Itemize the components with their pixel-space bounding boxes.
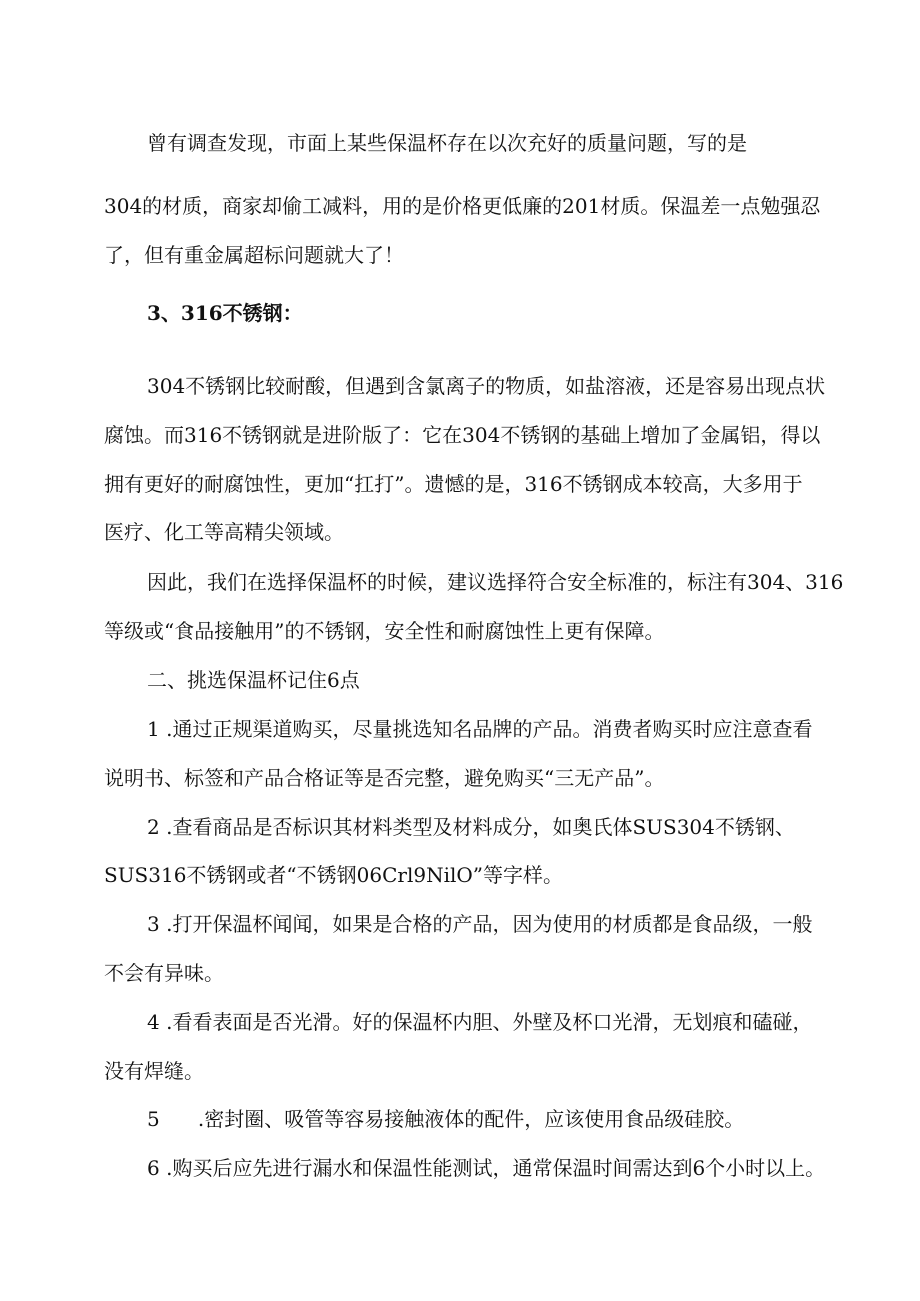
paragraph-survey-line-3: 了，但有重金属超标问题就大了！ [104,243,404,267]
tip-2-line-1: 2 .查看商品是否标识其材料类型及材料成分，如奥氏体SUS304不锈钢、 [147,815,795,839]
tip-3-line-2: 不会有异味。 [104,961,224,985]
paragraph-survey-line-1: 曾有调查发现，市面上某些保温杯存在以次充好的质量问题，写的是 [147,131,747,155]
tip-6-line-1: 6 .购买后应先进行漏水和保温性能测试，通常保温时间需达到6个小时以上。 [147,1156,826,1180]
tip-5-line-1: 5 .密封圈、吸管等容易接触液体的配件，应该使用食品级硅胶。 [147,1107,745,1131]
tip-1-line-1: 1 .通过正规渠道购买，尽量挑选知名品牌的产品。消费者购买时应注意查看 [147,717,813,741]
paragraph-conclusion-line-2: 等级或“食品接触用”的不锈钢，安全性和耐腐蚀性上更有保障。 [104,619,665,643]
paragraph-316-line-4: 医疗、化工等高精尖领域。 [104,520,344,544]
tip-1-line-2: 说明书、标签和产品合格证等是否完整，避免购买“三无产品”。 [104,766,665,790]
tip-3-line-1: 3 .打开保温杯闻闻，如果是合格的产品，因为使用的材质都是食品级，一般 [147,912,813,936]
paragraph-316-line-1: 304不锈钢比较耐酸，但遇到含氯离子的物质，如盐溶液，还是容易出现点状 [147,374,826,398]
heading-316-stainless: 3、316不锈钢： [147,301,303,325]
tip-4-line-1: 4 .看看表面是否光滑。好的保温杯内胆、外壁及杯口光滑，无划痕和磕碰， [147,1010,813,1034]
paragraph-conclusion-line-1: 因此，我们在选择保温杯的时候，建议选择符合安全标准的，标注有304、316 [147,570,844,594]
paragraph-survey-line-2: 304的材质，商家却偷工减料，用的是价格更低廉的201材质。保温差一点勉强忍 [104,194,821,218]
paragraph-316-line-3: 拥有更好的耐腐蚀性，更加“扛打”。遗憾的是，316不锈钢成本较高，大多用于 [104,472,803,496]
tip-4-line-2: 没有焊缝。 [104,1059,204,1083]
paragraph-316-line-2: 腐蚀。而316不锈钢就是进阶版了：它在304不锈钢的基础上增加了金属铝，得以 [104,423,821,447]
tip-2-line-2: SUS316不锈钢或者“不锈钢06Crl9NilO”等字样。 [104,863,564,887]
section-heading-six-tips: 二、挑选保温杯记住6点 [147,668,360,692]
